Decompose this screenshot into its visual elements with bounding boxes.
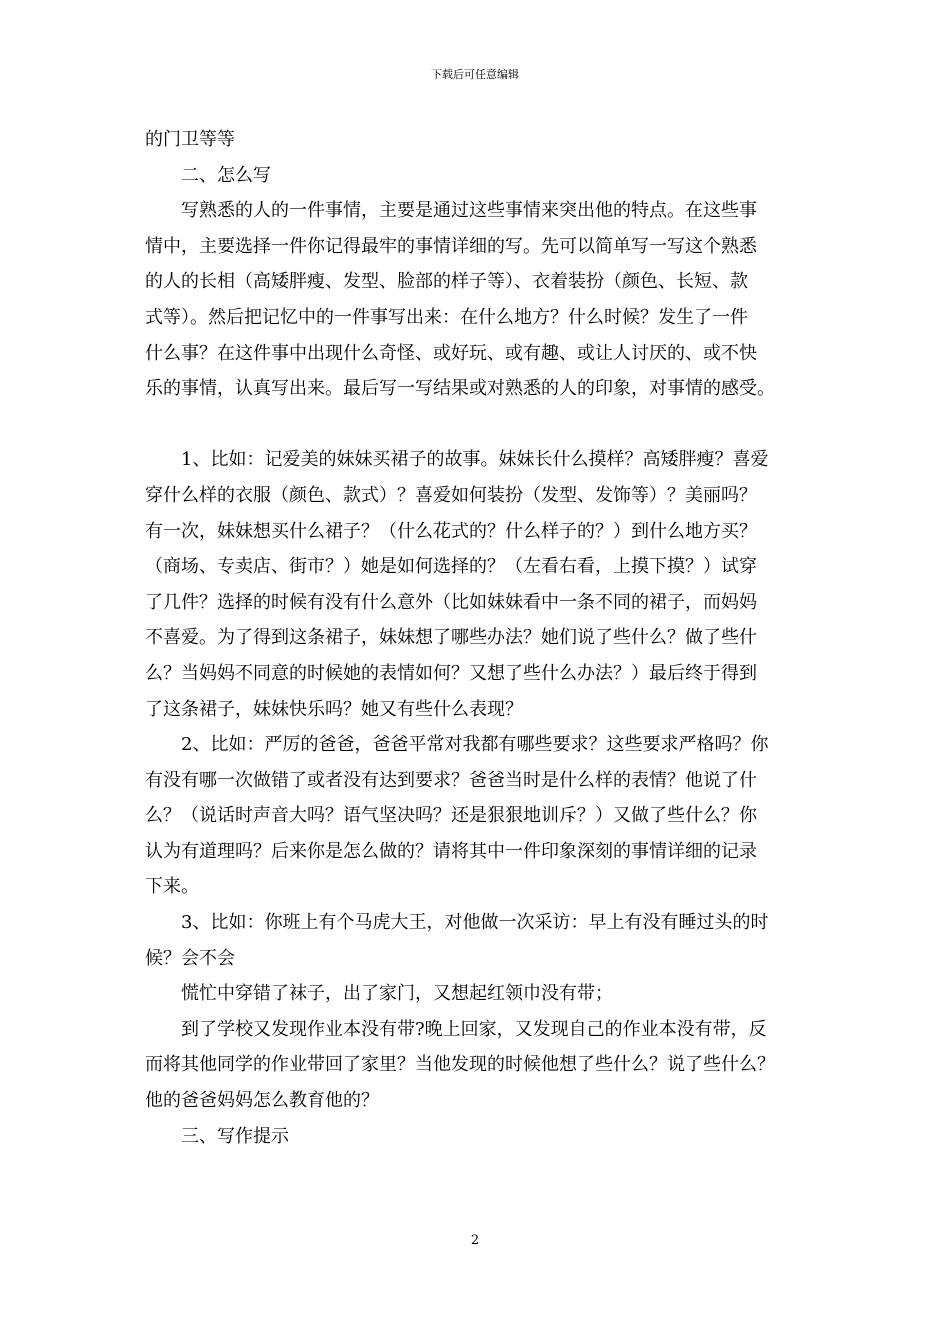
text-line: 1、比如：记爱美的妹妹买裙子的故事。妹妹长什么摸样？高矮胖瘦？喜爱 xyxy=(181,449,769,471)
text-line: 慌忙中穿错了袜子，出了家门，又想起红领巾没有带； xyxy=(181,983,613,1005)
text-line: 了这条裙子，妹妹快乐吗？她又有些什么表现？ xyxy=(145,698,523,720)
text-line: 候？会不会 xyxy=(145,947,235,969)
text-line: 么？当妈妈不同意的时候她的表情如何？又想了些什么办法？）最后终于得到 xyxy=(145,662,757,684)
text-line: 有一次，妹妹想买什么裙子？（什么花式的？什么样子的？）到什么地方买？ xyxy=(145,520,757,542)
text-line: 么？（说话时声音大吗？语气坚决吗？还是狠狠地训斥？）又做了些什么？你 xyxy=(145,805,757,827)
page-number: 2 xyxy=(470,1233,480,1248)
text-line: 什么事？在这件事中出现什么奇怪、或好玩、或有趣、或让人讨厌的、或不快 xyxy=(145,342,757,364)
text-line: 的人的长相（高矮胖瘦、发型、脸部的样子等）、衣着装扮（颜色、长短、款 xyxy=(145,271,748,293)
text-line: 不喜爱。为了得到这条裙子，妹妹想了哪些办法？她们说了些什么？做了些什 xyxy=(145,627,757,649)
text-line: 3、比如：你班上有个马虎大王，对他做一次采访：早上有没有睡过头的时 xyxy=(181,912,769,934)
document-body xyxy=(145,122,825,1154)
text-line: 而将其他同学的作业带回了家里？当他发现的时候他想了些什么？说了些什么？ xyxy=(145,1054,775,1076)
text-line: 写熟悉的人的一件事情，主要是通过这些事情来突出他的特点。在这些事 xyxy=(181,200,757,222)
page-header: 下载后可任意编辑 xyxy=(431,68,519,81)
text-line: 2、比如：严厉的爸爸，爸爸平常对我都有哪些要求？这些要求严格吗？你 xyxy=(181,734,769,756)
text-line: 的门卫等等 xyxy=(145,129,235,150)
text-line: 他的爸爸妈妈怎么教育他的？ xyxy=(145,1090,379,1112)
text-line: 三、写作提示 xyxy=(181,1125,289,1147)
text-line: （商场、专卖店、街市？）她是如何选择的？（左看右看，上摸下摸？）试穿 xyxy=(145,556,757,578)
text-line: 到了学校又发现作业本没有带?晚上回家，又发现自己的作业本没有带，反 xyxy=(181,1018,767,1040)
text-line: 二、怎么写 xyxy=(181,164,271,186)
text-line: 乐的事情，认真写出来。最后写一写结果或对熟悉的人的印象，对事情的感受。 xyxy=(145,378,775,400)
text-line: 认为有道理吗？后来你是怎么做的？请将其中一件印象深刻的事情详细的记录 xyxy=(145,840,757,862)
text-line: 穿什么样的衣服（颜色、款式）？喜爱如何装扮（发型、发饰等）？美丽吗？ xyxy=(145,484,757,506)
text-line: 下来。 xyxy=(145,876,199,898)
text-line: 有没有哪一次做错了或者没有达到要求？爸爸当时是什么样的表情？他说了什 xyxy=(145,769,757,791)
paragraph-spacer xyxy=(145,407,825,443)
text-line: 情中，主要选择一件你记得最牢的事情详细的写。先可以简单写一写这个熟悉 xyxy=(145,235,757,257)
text-line: 式等）。然后把记忆中的一件事写出来：在什么地方？什么时候？发生了一件 xyxy=(145,306,748,328)
text-line: 了几件？选择的时候有没有什么意外（比如妹妹看中一条不同的裙子，而妈妈 xyxy=(145,591,757,613)
